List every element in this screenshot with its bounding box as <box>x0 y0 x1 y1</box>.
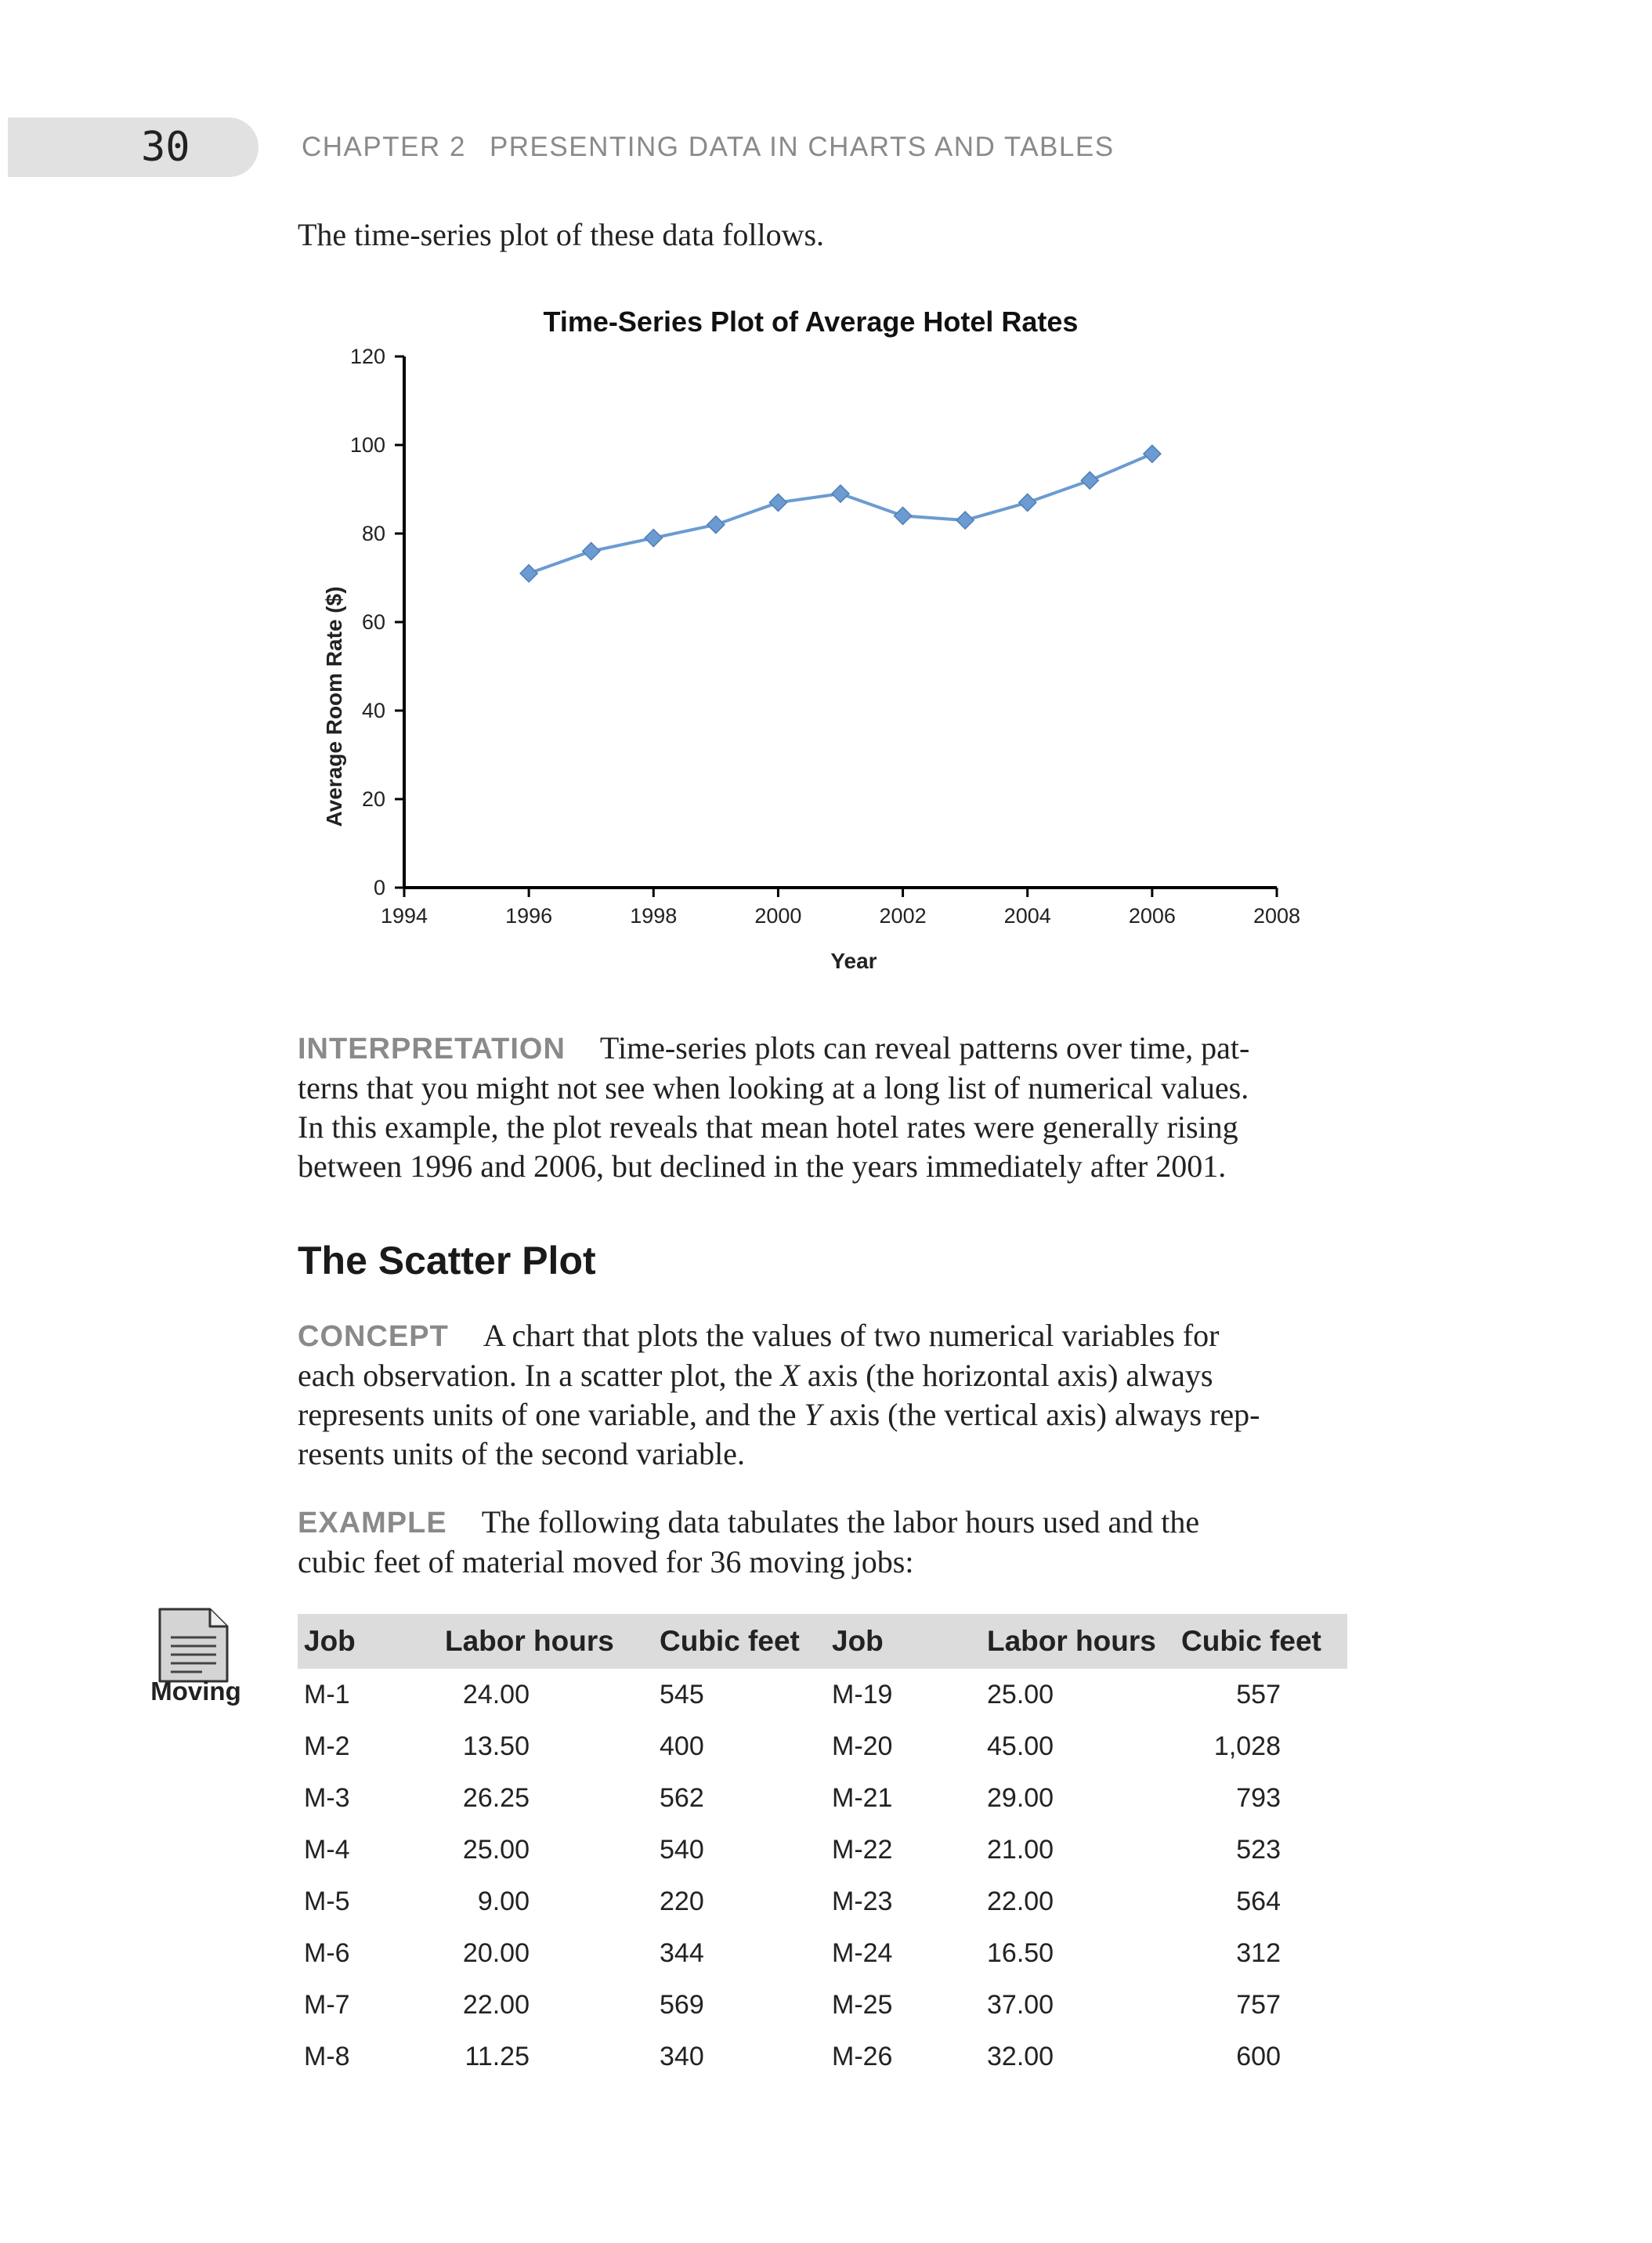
y-tick-label: 0 <box>373 876 385 899</box>
table-cell: 24.00 <box>462 1680 530 1709</box>
table-cell: 21.00 <box>987 1835 1054 1865</box>
column-header: Job <box>304 1625 356 1657</box>
data-file-icon <box>155 1606 230 1684</box>
concept-line <box>298 1356 1347 1395</box>
table-cell: 793 <box>1236 1783 1281 1813</box>
chapter-label: CHAPTER 2 <box>302 132 466 162</box>
table-cell: M-8 <box>304 2042 350 2071</box>
table-cell: 400 <box>660 1731 704 1761</box>
time-series-chart <box>298 298 1316 1003</box>
concept-text: represents units of one variable, and the <box>298 1397 804 1432</box>
example-line: cubic feet of material moved for 36 moving jobs: <box>298 1544 914 1579</box>
example-label: EXAMPLE <box>298 1507 447 1539</box>
table-row <box>298 1772 1347 1824</box>
data-point-marker <box>1019 494 1036 511</box>
example-line-text: The following data tabulates the labor hours used and the <box>481 1504 1200 1539</box>
table-cell: 564 <box>1236 1887 1281 1916</box>
data-point-marker <box>520 565 537 582</box>
x-tick-label: 1998 <box>630 904 678 928</box>
table-body <box>298 1669 1347 2082</box>
table-cell: 600 <box>1236 2042 1281 2071</box>
y-tick-label: 120 <box>349 345 385 368</box>
table-row <box>298 1720 1347 1772</box>
table-cell: 757 <box>1236 1990 1281 2020</box>
table-cell: 569 <box>660 1990 704 2020</box>
concept-line-text: A chart that plots the values of two numerical variables for <box>483 1318 1220 1353</box>
table-cell: M-20 <box>832 1731 893 1761</box>
table-row <box>298 1824 1347 1876</box>
table-cell: 557 <box>1236 1680 1281 1709</box>
table-cell: 20.00 <box>462 1938 530 1968</box>
table-cell: 344 <box>660 1938 704 1968</box>
y-tick-label: 60 <box>361 610 385 634</box>
interpretation-line: terns that you might not see when looking at a long list of numerical values. <box>298 1070 1249 1105</box>
chart-series <box>520 445 1161 582</box>
data-point-marker <box>769 494 786 511</box>
data-point-marker <box>895 507 912 524</box>
table-cell: M-19 <box>832 1680 893 1709</box>
table-row <box>298 1979 1347 2031</box>
concept-paragraph <box>298 1316 1347 1474</box>
interpretation-paragraph <box>298 1029 1347 1186</box>
column-header: Labor hours <box>987 1625 1156 1657</box>
table-cell: M-25 <box>832 1990 893 2020</box>
table-cell: 1,028 <box>1213 1731 1281 1761</box>
table-cell: 25.00 <box>987 1680 1054 1709</box>
interpretation-line-text: Time-series plots can reveal patterns over time, pat- <box>599 1030 1250 1065</box>
concept-line <box>298 1316 1347 1356</box>
table-cell: 26.25 <box>462 1783 530 1813</box>
table-cell: M-7 <box>304 1990 350 2020</box>
table-cell: 340 <box>660 2042 704 2071</box>
table-row <box>298 2031 1347 2082</box>
table-cell: M-1 <box>304 1680 350 1709</box>
table-cell: 562 <box>660 1783 704 1813</box>
y-tick-label: 80 <box>361 522 385 545</box>
column-header: Cubic feet <box>660 1625 800 1657</box>
column-header: Job <box>832 1625 884 1657</box>
example-paragraph <box>298 1503 1347 1582</box>
intro-text: The time-series plot of these data follows. <box>298 217 825 252</box>
data-file-label: Moving <box>150 1677 241 1706</box>
x-tick-label: 2008 <box>1253 904 1301 928</box>
table-cell: 29.00 <box>987 1783 1054 1813</box>
table-cell: 9.00 <box>477 1887 530 1916</box>
x-tick-label: 2004 <box>1003 904 1051 928</box>
y-tick-label: 100 <box>349 433 385 457</box>
interpretation-line: between 1996 and 2006, but declined in the years immediately after 2001. <box>298 1149 1227 1184</box>
table-cell: M-26 <box>832 2042 893 2071</box>
table-cell: 25.00 <box>462 1835 530 1865</box>
table-cell: 540 <box>660 1835 704 1865</box>
interpretation-line <box>298 1029 1347 1069</box>
concept-line: resents units of the second variable. <box>298 1436 745 1471</box>
data-point-marker <box>1081 472 1098 489</box>
y-variable: Y <box>804 1397 822 1432</box>
moving-jobs-table <box>298 1614 1347 2082</box>
table-cell: 523 <box>1236 1835 1281 1865</box>
table-cell: M-5 <box>304 1887 350 1916</box>
concept-label: CONCEPT <box>298 1320 449 1353</box>
series-line <box>529 454 1152 573</box>
column-header: Labor hours <box>445 1625 614 1657</box>
x-axis-title: Year <box>830 949 877 973</box>
table-cell: M-22 <box>832 1835 893 1865</box>
page-number: 30 <box>141 124 190 171</box>
x-tick-label: 1996 <box>505 904 553 928</box>
running-head <box>302 125 1115 169</box>
chart-axes <box>404 356 1277 888</box>
table-header <box>298 1614 1347 1669</box>
table-cell: M-4 <box>304 1835 350 1865</box>
concept-text: axis (the vertical axis) always rep- <box>821 1397 1260 1432</box>
page-number-tab <box>8 118 258 177</box>
data-point-marker <box>583 543 600 560</box>
table-cell: 45.00 <box>987 1731 1054 1761</box>
data-point-marker <box>832 485 849 502</box>
chart-ticks <box>350 345 1300 928</box>
table-cell: 220 <box>660 1887 704 1916</box>
data-point-marker <box>1144 445 1161 462</box>
table-cell: 545 <box>660 1680 704 1709</box>
table-row <box>298 1927 1347 1979</box>
table-cell: M-6 <box>304 1938 350 1968</box>
x-variable: X <box>780 1358 800 1393</box>
example-line <box>298 1503 1347 1543</box>
x-tick-label: 2002 <box>879 904 927 928</box>
interpretation-line: In this example, the plot reveals that mean hotel rates were generally rising <box>298 1109 1238 1145</box>
table-cell: 11.25 <box>465 2042 530 2071</box>
y-axis-title: Average Room Rate ($) <box>322 586 346 827</box>
data-point-marker <box>956 512 974 529</box>
x-tick-label: 2000 <box>754 904 802 928</box>
x-tick-label: 2006 <box>1128 904 1176 928</box>
data-point-marker <box>707 516 725 534</box>
interpretation-label: INTERPRETATION <box>298 1033 566 1065</box>
table-row <box>298 1876 1347 1927</box>
table-cell: M-21 <box>832 1783 893 1813</box>
table-cell: 32.00 <box>987 2042 1054 2071</box>
table-cell: 22.00 <box>987 1887 1054 1916</box>
table-cell: M-3 <box>304 1783 350 1813</box>
table-cell: 37.00 <box>987 1990 1054 2020</box>
table-cell: 13.50 <box>462 1731 530 1761</box>
table-cell: M-23 <box>832 1887 893 1916</box>
table-cell: M-2 <box>304 1731 350 1761</box>
y-tick-label: 20 <box>361 787 385 811</box>
section-heading: The Scatter Plot <box>298 1239 596 1282</box>
table-row <box>298 1669 1347 1720</box>
concept-text: each observation. In a scatter plot, the <box>298 1358 781 1393</box>
table-cell: 16.50 <box>987 1938 1054 1968</box>
chapter-title: PRESENTING DATA IN CHARTS AND TABLES <box>489 132 1115 162</box>
concept-text: axis (the horizontal axis) always <box>799 1358 1213 1393</box>
data-point-marker <box>645 530 662 547</box>
chart-title: Time-Series Plot of Average Hotel Rates <box>543 306 1079 338</box>
concept-line <box>298 1395 1347 1434</box>
x-tick-label: 1994 <box>380 904 428 928</box>
table-cell: M-24 <box>832 1938 893 1968</box>
table-cell: 22.00 <box>462 1990 530 2020</box>
table-cell: 312 <box>1236 1938 1281 1968</box>
column-header: Cubic feet <box>1181 1625 1321 1657</box>
y-tick-label: 40 <box>361 699 385 722</box>
